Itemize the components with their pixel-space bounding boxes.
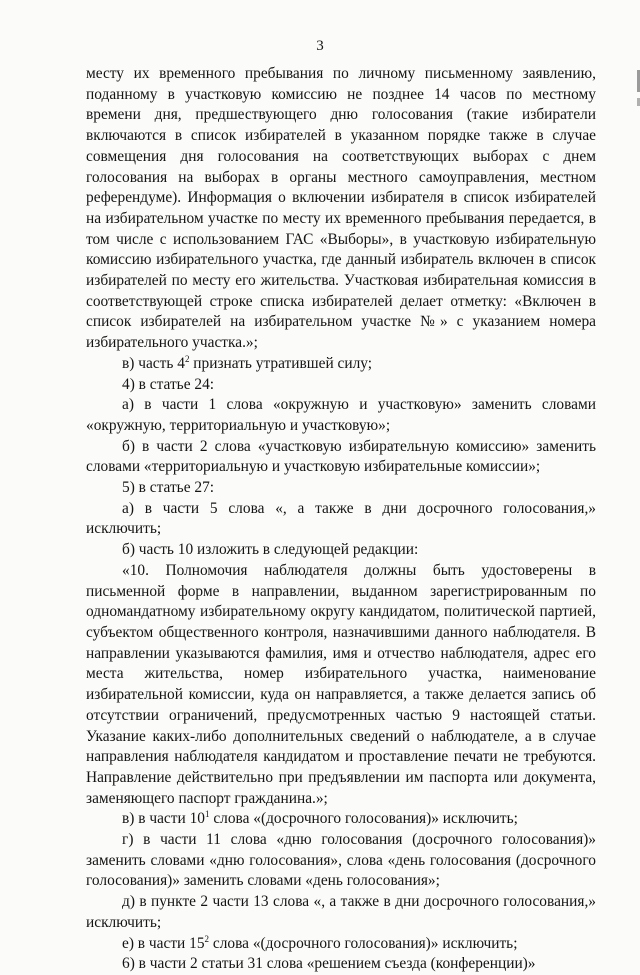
paragraph-text: в) часть 4 — [122, 354, 185, 372]
paragraph-item-a: а) в части 1 слова «окружную и участковую» заменить словами «окружную, территориальную и участковую»; — [86, 396, 596, 434]
paragraph-item-v-part-10-1 — [86, 809, 596, 830]
paragraph-quote-part-10: «10. Полномочия наблюдателя должны быть удостоверены в письменной форме в направлении, выданном зарегистрированным по одномандатному избирательному округу кандидатом, политической партией, субъектом общественного контроля, назначившими данного наблюдателя. В направлении указываются фамилия, имя и отчество наблюдателя, адрес его места жительства, номер избирательного участка, наименование избирательной комиссии, куда он направляется, а также делается запись об отсутствии ограничений, предусмотренных частью 9 настоящей статьи. Указание каких-либо дополнительных сведений о наблюдателе, а в случае направления наблюдателя кандидатом и проставление печати не требуются. Направление действительно при предъявлении им паспорта или документа, заменяющего паспорт гражданина.»; — [86, 561, 596, 807]
paragraph-text: в) в части 10 — [122, 810, 205, 828]
paragraph-item-v-part-4-2 — [86, 354, 596, 375]
paragraph-text: е) в части 15 — [122, 934, 205, 952]
paragraph-text: слова «(досрочного голосования)» исключить; — [209, 934, 518, 952]
paragraph-item-5: 5) в статье 27: — [122, 479, 215, 497]
paragraph-item-b: б) в части 2 слова «участковую избирательную комиссию» заменить словами «территориальную и участковую избирательные комиссии»; — [86, 437, 596, 476]
paragraph-item-b-27: б) часть 10 изложить в следующей редакции: — [122, 541, 419, 559]
paragraph-item-6: 6) в части 2 статьи 31 слова «решением съезда (конференции)» — [122, 955, 536, 973]
superscript: 2 — [184, 353, 190, 364]
paragraph-item-4: 4) в статье 24: — [122, 375, 215, 393]
page-number: 3 — [316, 38, 324, 54]
superscript: 2 — [204, 933, 210, 944]
paragraph-text: слова «(досрочного голосования)» исключить; — [209, 810, 518, 828]
paragraph-item-g: г) в части 11 слова «дню голосования (досрочного голосования)» заменить словами «дню голосования», слова «день голосования (досрочного голосования)» заменить словами «день голосования»; — [86, 831, 596, 890]
paragraph-text: признать утратившей силу; — [189, 354, 373, 372]
paragraph-continuation: месту их временного пребывания по личному письменному заявлению, поданному в участковую комиссию не позднее 14 часов по местному времени дня, предшествующего дню голосования (такие избиратели включаются в список избирателей в указанном порядке также в случае совмещения дня голосования на соответствующих выборах с днем голосования на выборах в органы местного самоуправления, местном референдуме). Информация о включении избирателя в список избирателей на избирательном участке по месту их временного пребывания передается, в том числе с использованием ГАС «Выборы», в участковую избирательную комиссию избирательного участка, где данный избиратель включен в список избирателей по месту его жительства. Участковая избирательная комиссия в соответствующей строке списка избирателей делает отметку: «Включен в список избирателей на избирательном участке №» с указанием номера избирательного участка.»; — [86, 65, 596, 352]
paragraph-item-d: д) в пункте 2 части 13 слова «, а также в дни досрочного голосования,» исключить; — [86, 893, 596, 931]
paragraph-item-e — [86, 934, 596, 955]
document-body — [86, 64, 596, 975]
superscript: 1 — [204, 809, 210, 820]
paragraph-item-a-27: а) в части 5 слова «, а также в дни досрочного голосования,» исключить; — [86, 499, 596, 538]
